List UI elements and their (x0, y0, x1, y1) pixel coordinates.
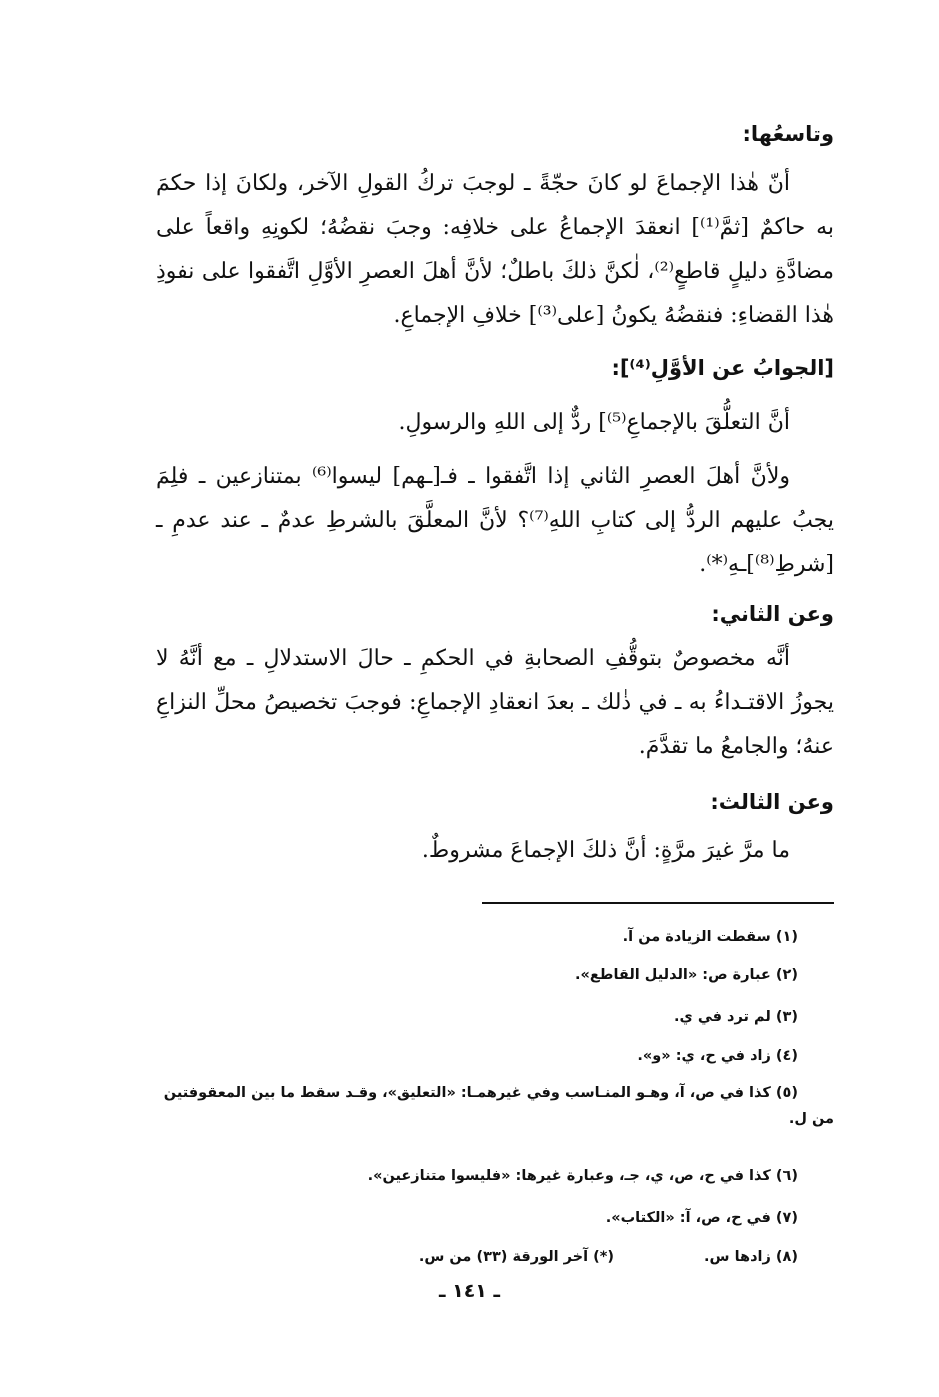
footnote-4: (٤) زاد في ح، ي: «و». (637, 1048, 798, 1064)
footnote-3: (٣) لم ترد في ي. (673, 1009, 798, 1025)
heading-third: وعن الثالث: (710, 790, 834, 814)
footnote-5: (٥) كذا في ص، آ، وهـو المنـاسب وفي غيرهمـا: «التعليق»، وقـد سقط ما بين المعقوفتين من ل. (163, 1085, 834, 1127)
footnote-separator (482, 902, 834, 904)
footnote-6: (٦) كذا في ح، ص، ي، جـ، وعبارة غيرها: «فليسوا متنازعين». (367, 1168, 798, 1184)
paragraph-second: أنَّه مخصوصٌ بتوقُّفِ الصحابةِ في الحكمِ ـ حالَ الاستدلالِ ـ مع أنَّهُ لا يجوزُ الاقتـداءُ به ـ في ذٰلك ـ بعدَ انعقادِ الإجماعِ: فوجبَ تخصيصُ محلِّ النزاعِ عنهُ؛ والجامعُ ما تقدَّمَ. (156, 646, 834, 759)
heading-second: وعن الثاني: (711, 602, 834, 626)
paragraph-answer-first-1: أنَّ التعلُّقَ بالإجماعِ⁽⁵⁾] ردٌّ إلى اللهِ والرسولِ. (398, 410, 790, 435)
page-number: ـ ١٤١ ـ (438, 1280, 500, 1302)
paragraph-ninth: أنّ هٰذا الإجماعَ لو كانَ حجّةً ـ لوجبَ تركُ القولِ الآخر، ولكانَ إذا حكمَ به حاكمٌ [ثمَّ⁽¹⁾] انعقدَ الإجماعُ على خلافِه: وجبَ نقضُهُ؛ لكونِهِ واقعاً على مضادَّةِ دليلٍ قاطعٍ⁽²⁾، لٰكنَّ ذلكَ باطلٌ؛ لأنَّ أهلَ العصرِ الأوَّلِ اتَّفقوا على نفوذِ هٰذا القضاءِ: فنقضُهُ يكونُ [على⁽³⁾] خلافِ الإجماعِ. (156, 171, 835, 328)
footnote-7: (٧) في ح، ص، آ: «الكتاب». (605, 1210, 798, 1226)
heading-answer-first: [الجوابُ عن الأوَّلِ⁽⁴⁾]: (611, 356, 834, 380)
footnote-2: (٢) عبارة ص: «الدليل القاطع». (575, 967, 798, 983)
footnote-1: (١) سقطت الزيادة من آ. (622, 929, 798, 945)
paragraph-third: ما مرَّ غيرَ مرَّةٍ: أنَّ ذلكَ الإجماعَ مشروطٌ. (421, 838, 790, 863)
footnote-8: (٨) زادها س. (704, 1249, 798, 1265)
paragraph-answer-first-2: ولأنَّ أهلَ العصرِ الثاني إذا اتَّفقوا ـ فـ[ـهم] ليسوا⁽⁶⁾ بمتنازعين ـ فلِمَ يجبُ عليهم الردُّ إلى كتابِ اللهِ⁽⁷⁾؟ لأنَّ المعلَّقَ بالشرطِ عدمٌ ـ عند عدمِ ـ [شرطِ⁽⁸⁾]ـهِ⁽*⁾. (156, 464, 834, 577)
footnote-row-last (156, 1244, 798, 1270)
footnote-star: (*) آخر الورقة (٣٣) من س. (418, 1249, 614, 1265)
heading-ninth: وتاسعُها: (742, 122, 834, 146)
